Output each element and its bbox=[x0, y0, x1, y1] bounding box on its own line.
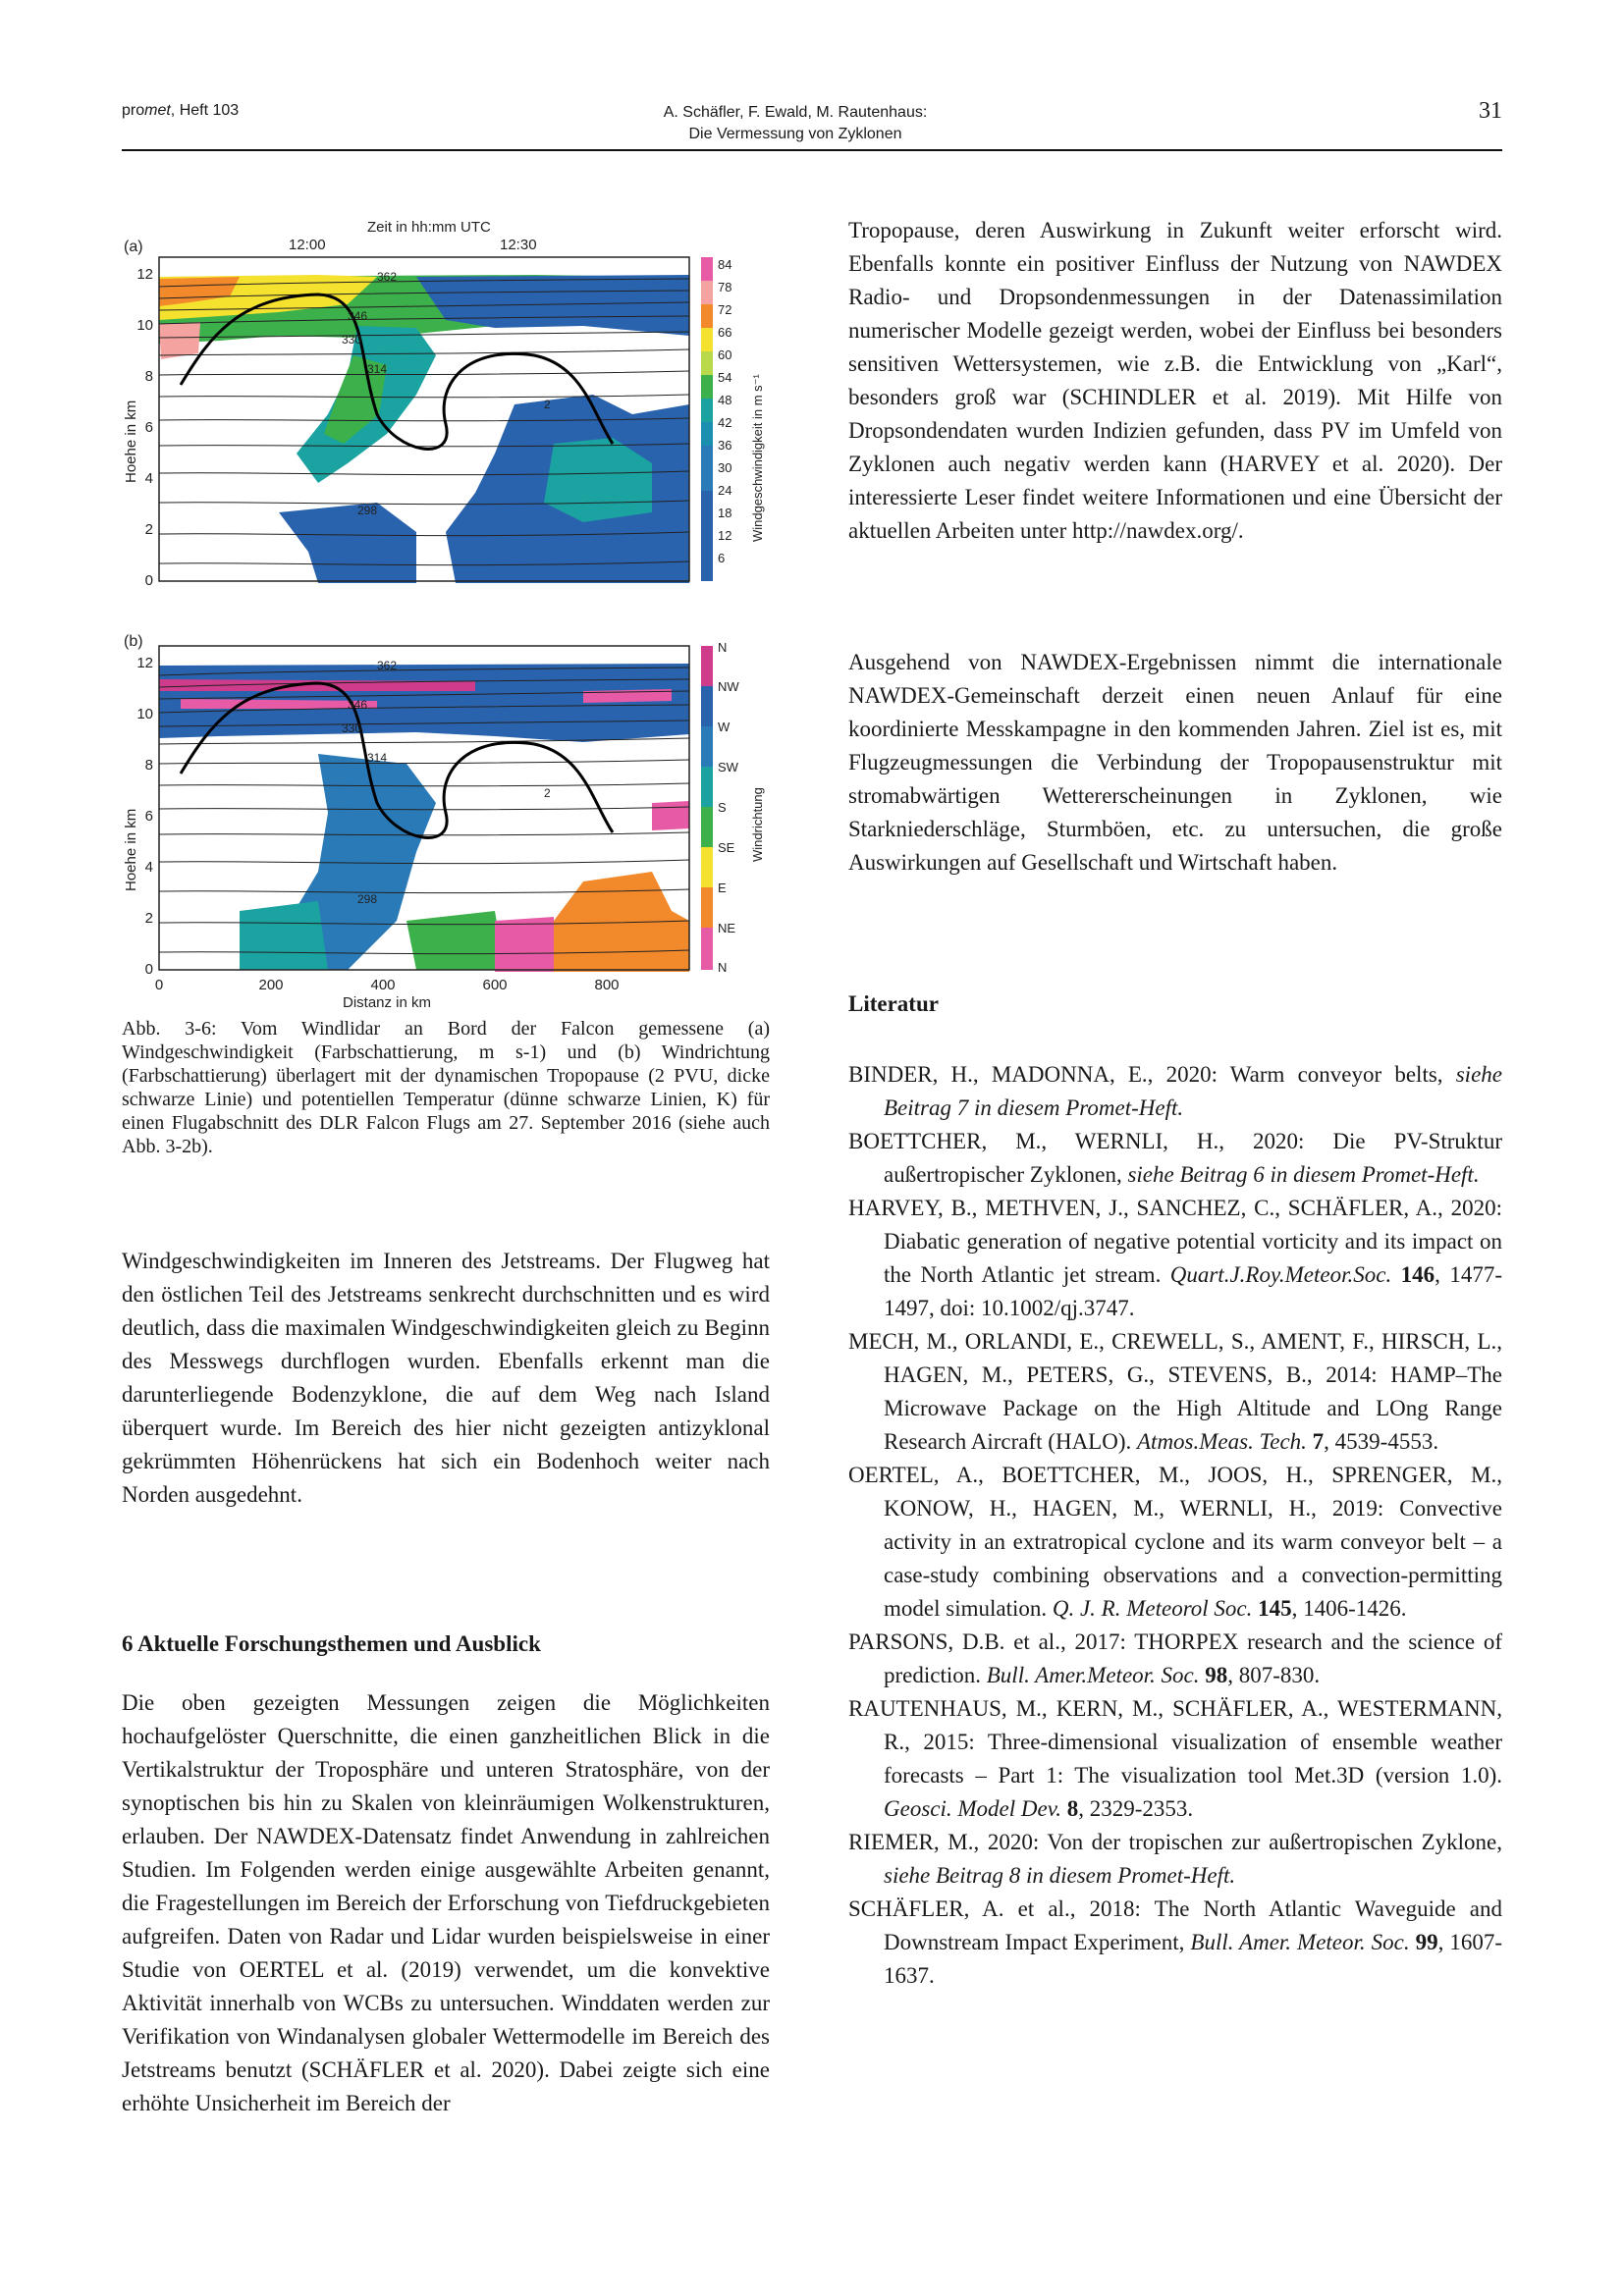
cbar-b-tick-se: SE bbox=[718, 840, 735, 855]
y-tick-b-10: 10 bbox=[136, 706, 153, 722]
header-rule bbox=[122, 149, 1502, 151]
jet-core-pink bbox=[159, 322, 200, 359]
y-tick-4: 4 bbox=[144, 470, 153, 487]
figure-panel-b bbox=[122, 626, 770, 1039]
y-tick-b-12: 12 bbox=[136, 655, 153, 671]
y-tick-b-0: 0 bbox=[144, 961, 153, 978]
contour-label-b-314: 314 bbox=[367, 751, 388, 765]
figure-panel-a bbox=[122, 218, 770, 601]
reference-item: HARVEY, B., METHVEN, J., SANCHEZ, C., SCHÄFLER, A., 2020: Diabatic generation of negative potential vorticity and its impact on the North Atlantic jet stream. Quart.J.Roy.Meteor.Soc. 146, 1477-1497, doi: 10.1002/qj.3747. bbox=[848, 1196, 1503, 1320]
left-para-2-text: Die oben gezeigten Messungen zeigen die Möglichkeiten hochaufgelöster Querschnitte, die einen ganzheitlichen Blick in die Vertikalstruktur der Troposphäre und unteren Stratosphäre, von der synoptischen bis hin zu Skalen von kleinräumigen Wolkenstrukturen, erlauben. Der NAWDEX-Datensatz findet Anwendung in zahlreichen Studien. Im Folgenden werden einige ausgewählte Arbeiten genannt, die Fragestellungen im Bereich der Erforschung von Tiefdruckgebieten aufgreifen. Daten von Radar und Lidar wurden beispielsweise in einer Studie von OERTEL et al. (2019) verwendet, um die konvektive Aktivität innerhalb von WCBs zu untersuchen. Winddaten werden zur Verifikation von Windanalysen globaler Wettermodelle im Bereich des Jetstreams benutzt (SCHÄFLER et al. 2020). Dabei zeigte sich eine erhöhte Unsicherheit im Bereich der bbox=[122, 1690, 770, 2115]
colorbar-b-label: Windrichtung bbox=[750, 787, 765, 862]
cbar-b-tick-w: W bbox=[718, 720, 731, 734]
y-tick-b-4: 4 bbox=[144, 859, 153, 876]
y-tick-10: 10 bbox=[136, 317, 153, 334]
contour-label-346: 346 bbox=[348, 309, 368, 323]
y-tick-8: 8 bbox=[144, 368, 153, 385]
y-tick-2: 2 bbox=[144, 521, 153, 538]
right-para-2-text: Ausgehend von NAWDEX-Ergebnissen nimmt die internationale NAWDEX-Gemeinschaft derzeit einen neuen Anlauf für eine koordinierte Messkampagne in den kommenden Jahren. Ziel ist es, mit Flugzeugmessungen die Verbindung der Tropopausenstruktur mit stromabwärtigen Wettererscheinungen in Zyklonen, wie Starkniederschläge, Sturmböen, etc. zu untersuchen, die große Auswirkungen auf Gesellschaft und Wirtschaft haben. bbox=[848, 650, 1502, 875]
journal-issue: , Heft 103 bbox=[170, 102, 240, 119]
mid-pink-patch bbox=[652, 801, 689, 830]
cbar-b-tick-n: N bbox=[718, 640, 728, 655]
cbar-a-tick-36: 36 bbox=[718, 438, 732, 453]
reference-item: RAUTENHAUS, M., KERN, M., SCHÄFLER, A., WESTERMANN, R., 2015: Three-dimensional visualization of ensemble weather forecasts – Part 1: The visualization tool Met.3D (version 1.0). Geosci. Model Dev. 8, 2329-2353. bbox=[848, 1696, 1502, 1821]
contour-label-b-330: 330 bbox=[342, 721, 362, 735]
cbar-a-tick-66: 66 bbox=[718, 325, 732, 340]
cbar-a-tick-6: 6 bbox=[718, 551, 726, 565]
reference-item: SCHÄFLER, A. et al., 2018: The North Atlantic Waveguide and Downstream Impact Experiment, Bull. Amer. Meteor. Soc. 99, 1607-1637. bbox=[848, 1896, 1502, 1988]
colorbar-b bbox=[701, 646, 713, 970]
y-tick-b-6: 6 bbox=[144, 808, 153, 825]
contour-label-b-298: 298 bbox=[357, 892, 378, 906]
journal-header bbox=[122, 102, 239, 120]
contour-label-314: 314 bbox=[367, 362, 388, 376]
y-tick-b-2: 2 bbox=[144, 910, 153, 927]
cbar-b-tick-sw: SW bbox=[718, 760, 738, 774]
y-tick-12: 12 bbox=[136, 266, 153, 283]
cbar-b-tick-ne: NE bbox=[718, 921, 736, 935]
panel-b-label: (b) bbox=[124, 633, 143, 650]
literature-heading: Literatur bbox=[848, 991, 939, 1016]
x-tick-0: 0 bbox=[154, 977, 164, 993]
cbar-b-tick-nw: NW bbox=[718, 679, 739, 694]
cbar-a-tick-84: 84 bbox=[718, 257, 732, 272]
cbar-a-tick-60: 60 bbox=[718, 347, 732, 362]
page-number: 31 bbox=[1479, 98, 1502, 124]
right-paragraph-1 bbox=[848, 214, 1502, 548]
journal-name-met: met bbox=[144, 102, 171, 119]
contour-label-2: 2 bbox=[544, 398, 551, 411]
reference-item: BINDER, H., MADONNA, E., 2020: Warm conveyor belts, siehe Beitrag 7 in diesem Promet-Heft. bbox=[848, 1062, 1502, 1120]
left-paragraph-1 bbox=[122, 1245, 770, 1512]
cbar-a-tick-72: 72 bbox=[718, 302, 732, 317]
cbar-a-tick-42: 42 bbox=[718, 415, 732, 430]
low-green-patch bbox=[406, 911, 505, 970]
contour-label-b-346: 346 bbox=[348, 698, 368, 712]
y-tick-b-8: 8 bbox=[144, 757, 153, 774]
reference-item: BOETTCHER, M., WERNLI, H., 2020: Die PV-Struktur außertropischer Zyklonen, siehe Beitrag 6 in diesem Promet-Heft. bbox=[848, 1129, 1502, 1187]
panel-a-svg bbox=[122, 218, 770, 601]
article-title: Die Vermessung von Zyklonen bbox=[688, 126, 902, 142]
cbar-a-tick-78: 78 bbox=[718, 280, 732, 294]
journal-name-pro: pro bbox=[122, 102, 145, 119]
x-tick-400: 400 bbox=[370, 977, 396, 993]
contour-label-330: 330 bbox=[342, 333, 362, 347]
y-tick-6: 6 bbox=[144, 419, 153, 436]
cbar-a-tick-48: 48 bbox=[718, 393, 732, 407]
cbar-a-tick-18: 18 bbox=[718, 506, 732, 520]
reference-list bbox=[848, 1058, 1502, 1993]
cbar-a-tick-24: 24 bbox=[718, 483, 732, 498]
colorbar-a bbox=[701, 257, 713, 581]
colorbar-a-label: Windgeschwindigkeit in m s⁻¹ bbox=[750, 374, 765, 542]
right-paragraph-2 bbox=[848, 646, 1502, 880]
right-para-1-text: Tropopause, deren Auswirkung in Zukunft weiter erforscht wird. Ebenfalls konnte ein positiver Einfluss der Nutzung von NAWDEX Radio- und Dropsondenmessungen in der Datenassimilation numerischer Modelle gezeigt werden, wobei der Einfluss bei besonders sensitiven Wettersystemen, wie z.B. die Entwicklung von „Karl“, besonders groß war (SCHINDLER et al. 2019). Mit Hilfe von Dropsondendaten wurden Indizien gefunden, dass PV im Umfeld von Zyklonen auch negativ werden kann (HARVEY et al. 2020). Der interessierte Leser findet weitere Informationen und eine Übersicht der aktuellen Arbeiten unter http://nawdex.org/. bbox=[848, 218, 1502, 543]
time-axis-title: Zeit in hh:mm UTC bbox=[367, 219, 491, 236]
section-heading: 6 Aktuelle Forschungsthemen und Ausblick bbox=[122, 1631, 541, 1656]
reference-item: MECH, M., ORLANDI, E., CREWELL, S., AMENT, F., HIRSCH, L., HAGEN, M., PETERS, G., STEVENS, B., 2014: HAMP–The Microwave Package on the High Altitude and LOng Range Research Aircraft (HALO). Atmos.Meas. Tech. 7, 4539-4553. bbox=[848, 1329, 1502, 1454]
low-teal-patch bbox=[240, 901, 328, 970]
contour-label-b-362: 362 bbox=[377, 659, 398, 672]
time-tick-1200: 12:00 bbox=[289, 237, 326, 253]
contour-label-b-2: 2 bbox=[544, 786, 551, 800]
left-para-1-text: Windgeschwindigkeiten im Inneren des Jetstreams. Der Flugweg hat den östlichen Teil des Jetstreams senkrecht durchschnitten und es wird deutlich, dass die maximalen Windgeschwindigkeiten gleich zu Beginn des Messwegs durchflogen wurden. Ebenfalls erkennt man die darunterliegende Bodenzyklone, die auf dem Weg nach Island überquert wurde. Im Bereich des hier nicht gezeigten antizyklonal gekrümmten Höhenrückens hat sich ein Bodenhoch weiter nach Norden ausgedehnt. bbox=[122, 1249, 770, 1507]
x-tick-200: 200 bbox=[258, 977, 284, 993]
y-axis-label-a: Hoehe in km bbox=[123, 400, 139, 483]
x-axis-label: Distanz in km bbox=[342, 994, 432, 1011]
contour-label-298: 298 bbox=[357, 504, 378, 517]
left-paragraph-2 bbox=[122, 1686, 770, 2120]
contour-label-362: 362 bbox=[377, 270, 398, 284]
cbar-a-tick-30: 30 bbox=[718, 460, 732, 475]
cbar-a-tick-54: 54 bbox=[718, 370, 732, 385]
cbar-b-tick-s: S bbox=[718, 800, 727, 815]
reference-item: PARSONS, D.B. et al., 2017: THORPEX research and the science of prediction. Bull. Amer.Meteor. Soc. 98, 807-830. bbox=[848, 1629, 1502, 1687]
cbar-a-tick-12: 12 bbox=[718, 528, 732, 543]
figure-caption: Abb. 3-6: Vom Windlidar an Bord der Falcon gemessene (a) Windgeschwindigkeit (Farbschattierung, m s-1) und (b) Windrichtung (Farbschattierung) überlagert mit der dynamischen Tropopause (2 PVU, dicke schwarze Linie) und potentiellen Temperatur (dünne schwarze Linien, K) für einen Flugabschnitt des DLR Falcon Flugs am 27. September 2016 (siehe auch Abb. 3-2b). bbox=[122, 1018, 770, 1157]
x-tick-800: 800 bbox=[594, 977, 620, 993]
article-authors: A. Schäfler, F. Ewald, M. Rautenhaus: bbox=[663, 104, 928, 121]
article-header bbox=[550, 102, 1041, 145]
y-tick-0: 0 bbox=[144, 572, 153, 589]
reference-item: RIEMER, M., 2020: Von der tropischen zur außertropischen Zyklone, siehe Beitrag 8 in diesem Promet-Heft. bbox=[848, 1830, 1502, 1888]
x-tick-600: 600 bbox=[482, 977, 508, 993]
se-field-pink bbox=[495, 917, 554, 972]
reference-item: OERTEL, A., BOETTCHER, M., JOOS, H., SPRENGER, M., KONOW, H., HAGEN, M., WERNLI, H., 2019: Convective activity in an extratropical cyclone and its warm conveyor belt – a case-study combining observations and a convection-permitting model simulation. Q. J. R. Meteorol Soc. 145, 1406-1426. bbox=[848, 1463, 1502, 1621]
panel-b-svg bbox=[122, 626, 770, 1039]
time-tick-1230: 12:30 bbox=[500, 237, 537, 253]
y-axis-label-b: Hoehe in km bbox=[123, 808, 139, 891]
nw-streak-1 bbox=[159, 679, 475, 691]
cbar-b-tick-n2: N bbox=[718, 960, 728, 975]
panel-a-label: (a) bbox=[124, 239, 143, 255]
cbar-b-tick-e: E bbox=[718, 881, 727, 895]
